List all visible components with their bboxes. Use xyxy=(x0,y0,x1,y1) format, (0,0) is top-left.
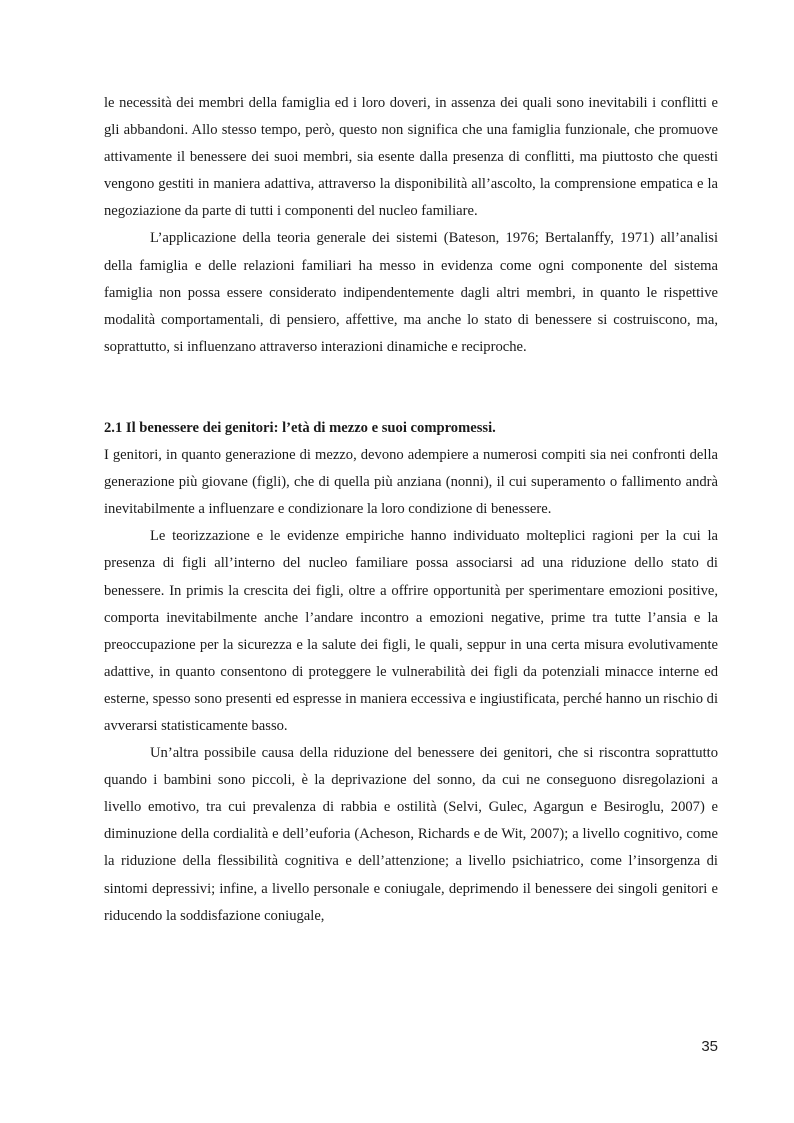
paragraph-children-emotions: Le teorizzazione e le evidenze empiriche hanno individuato molteplici ragioni per la cui la presenza di figli all’interno del nucleo familiare possa associarsi ad una riduzione dello stato di benessere. In primis la crescita dei figli, oltre a offrire opportunità per sperimentare emozioni positive, comporta inevitabilmente anche l’andare incontro a emozioni negative, prime tra tutte l’ansia e la preoccupazione per la sicurezza e la salute dei figli, le quali, seppur in una certa misura evolutivamente adattive, in quanto consentono di proteggere le vulnerabilità dei figli da potenziali minacce interne ed esterne, spesso sono presenti ed espresse in maniera eccessiva e ingiustificata, perché hanno un rischio di avverarsi statisticamente basso. xyxy=(104,528,718,734)
page-number: 35 xyxy=(701,1038,718,1055)
section-heading: 2.1 Il benessere dei genitori: l’età di mezzo e suoi compromessi. xyxy=(104,419,496,436)
document-page xyxy=(104,90,718,930)
paragraph-systems-theory: L’applicazione della teoria generale dei sistemi (Bateson, 1976; Bertalanffy, 1971) all’analisi della famiglia e delle relazioni familiari ha messo in evidenza come ogni componente del sistema famiglia non possa essere considerato indipendentemente dagli altri membri, in quanto le rispettive modalità comportamentali, di pensiero, affettive, ma anche lo stato di benessere si costruiscono, ma, soprattutto, si influenzano attraverso interazioni dinamiche e reciproche. xyxy=(104,230,718,355)
paragraph-family-conflicts: le necessità dei membri della famiglia ed i loro doveri, in assenza dei quali sono inevitabili i conflitti e gli abbandoni. Allo stesso tempo, però, questo non significa che una famiglia funzionale, che promuove attivamente il benessere dei suoi membri, sia esente dalla presenza di conflitti, ma piuttosto che questi vengono gestiti in maniera adattiva, attraverso la disponibilità all’ascolto, la comprensione empatica e la negoziazione da parte di tutti i componenti del nucleo familiare. xyxy=(104,95,718,220)
paragraph-sleep-deprivation: Un’altra possibile causa della riduzione del benessere dei genitori, che si riscontra soprattutto quando i bambini sono piccoli, è la deprivazione del sonno, da cui ne conseguono disregolazioni a livello emotivo, tra cui prevalenza di rabbia e ostilità (Selvi, Gulec, Agargun e Besiroglu, 2007) e diminuzione della cordialità e dell’euforia (Acheson, Richards e de Wit, 2007); a livello cognitivo, come la riduzione della flessibilità cognitiva e dell’attenzione; a livello psichiatrico, come l’insorgenza di sintomi depressivi; infine, a livello personale e coniugale, deprimendo il benessere dei singoli genitori e riducendo la soddisfazione coniugale, xyxy=(104,745,718,924)
section-spacer xyxy=(104,361,718,415)
paragraph-middle-generation: I genitori, in quanto generazione di mezzo, devono adempiere a numerosi compiti sia nei confronti della generazione più giovane (figli), che di quella più anziana (nonni), il cui superamento o fallimento andrà inevitabilmente a influenzare e condizionare la loro condizione di benessere. xyxy=(104,447,718,518)
